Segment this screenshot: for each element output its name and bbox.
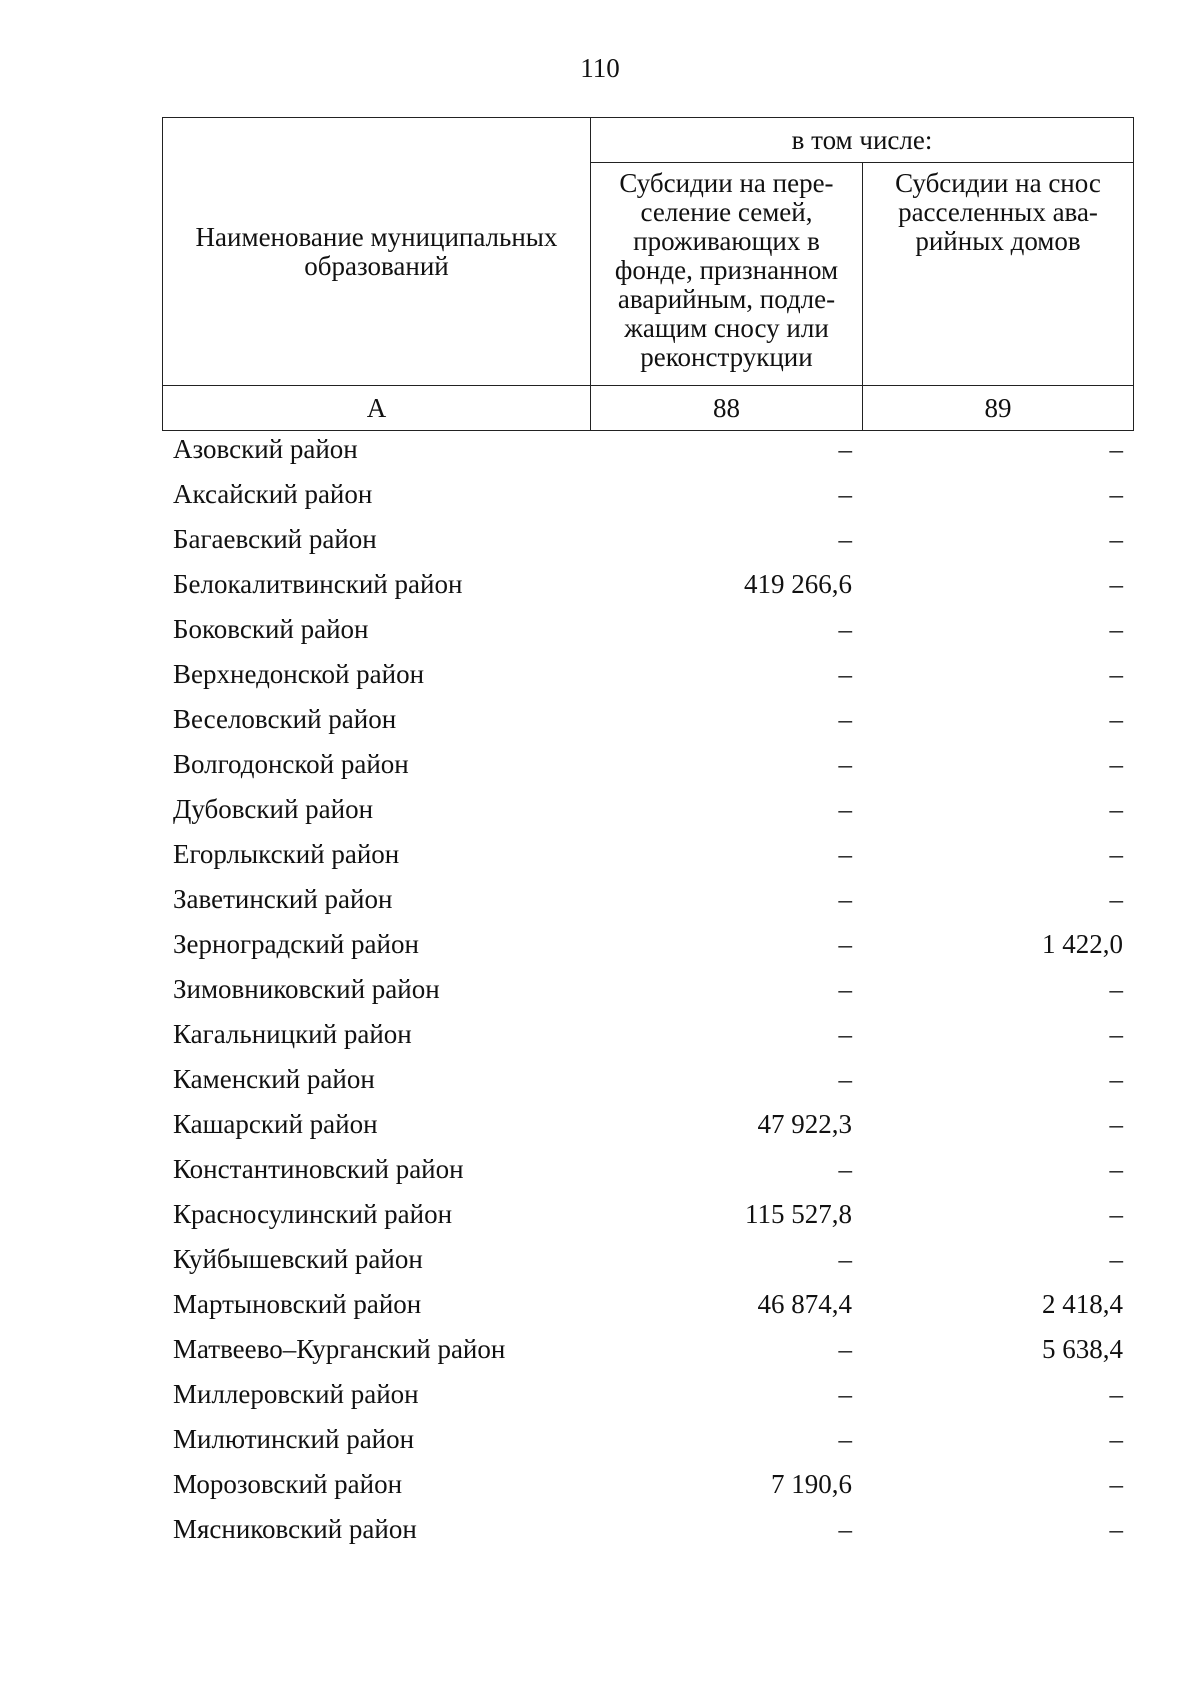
row-value-89: – <box>1109 479 1123 509</box>
row-value-88: – <box>838 1514 852 1544</box>
row-municipality-name: Каменский район <box>173 1064 375 1094</box>
table-row <box>162 562 1133 607</box>
row-value-88: 47 922,3 <box>757 1109 852 1139</box>
header-index-89: 89 <box>863 386 1134 431</box>
table-row <box>162 922 1133 967</box>
row-value-88: 115 527,8 <box>745 1199 852 1229</box>
row-value-89: – <box>1109 749 1123 779</box>
row-municipality-name: Зимовниковский район <box>173 974 440 1004</box>
row-municipality-name: Милютинский район <box>173 1424 415 1454</box>
table-row <box>162 1192 1133 1237</box>
table-row <box>162 607 1133 652</box>
row-value-89: – <box>1109 569 1123 599</box>
header-col-89: Субсидии на снос расселенных ава- рийных домов <box>863 163 1134 386</box>
table-row <box>162 1237 1133 1282</box>
row-value-89: – <box>1109 524 1123 554</box>
table-row <box>162 1327 1133 1372</box>
row-municipality-name: Егорлыкский район <box>173 839 400 869</box>
table-row <box>162 1282 1133 1327</box>
row-value-89: – <box>1109 1514 1123 1544</box>
row-value-88: – <box>838 1424 852 1454</box>
row-municipality-name: Заветинский район <box>173 884 393 914</box>
table-row <box>162 787 1133 832</box>
table-row <box>162 1462 1133 1507</box>
row-value-88: – <box>838 1334 852 1364</box>
row-municipality-name: Боковский район <box>173 614 369 644</box>
row-value-88: – <box>838 1019 852 1049</box>
row-value-88: – <box>838 659 852 689</box>
row-value-89: – <box>1109 1424 1123 1454</box>
row-municipality-name: Мартыновский район <box>173 1289 422 1319</box>
row-value-88: – <box>838 524 852 554</box>
row-value-89: – <box>1109 1019 1123 1049</box>
row-value-88: – <box>838 479 852 509</box>
row-municipality-name: Кагальницкий район <box>173 1019 412 1049</box>
table-row <box>162 1507 1133 1552</box>
row-value-89: – <box>1109 434 1123 464</box>
row-value-88: – <box>838 929 852 959</box>
header-index-88: 88 <box>591 386 863 431</box>
row-municipality-name: Мясниковский район <box>173 1514 417 1544</box>
row-value-88: – <box>838 434 852 464</box>
table-header <box>162 117 1134 431</box>
table-row <box>162 1102 1133 1147</box>
table-row <box>162 1372 1133 1417</box>
row-municipality-name: Веселовский район <box>173 704 397 734</box>
row-value-88: – <box>838 704 852 734</box>
row-value-89: – <box>1109 839 1123 869</box>
row-value-88: 46 874,4 <box>757 1289 852 1319</box>
row-value-89: – <box>1109 1154 1123 1184</box>
table-row <box>162 472 1133 517</box>
row-value-88: – <box>838 839 852 869</box>
row-municipality-name: Морозовский район <box>173 1469 403 1499</box>
row-municipality-name: Волгодонской район <box>173 749 409 779</box>
row-municipality-name: Аксайский район <box>173 479 373 509</box>
table-row <box>162 652 1133 697</box>
header-index-a: А <box>163 386 591 431</box>
page-number: 110 <box>580 53 620 83</box>
table-row <box>162 967 1133 1012</box>
row-municipality-name: Зерноградский район <box>173 929 419 959</box>
row-municipality-name: Дубовский район <box>173 794 374 824</box>
row-value-89: – <box>1109 794 1123 824</box>
row-value-88: – <box>838 884 852 914</box>
row-municipality-name: Верхнедонской район <box>173 659 425 689</box>
row-value-89: – <box>1109 614 1123 644</box>
table-row <box>162 517 1133 562</box>
row-value-89: – <box>1109 1109 1123 1139</box>
row-municipality-name: Миллеровский район <box>173 1379 419 1409</box>
table-row <box>162 1012 1133 1057</box>
row-value-89: 2 418,4 <box>1042 1289 1123 1319</box>
row-value-88: 7 190,6 <box>771 1469 852 1499</box>
row-value-88: – <box>838 1244 852 1274</box>
row-value-89: – <box>1109 704 1123 734</box>
row-municipality-name: Багаевский район <box>173 524 377 554</box>
row-value-89: – <box>1109 1469 1123 1499</box>
data-table <box>162 427 1133 1552</box>
row-municipality-name: Белокалитвинский район <box>173 569 463 599</box>
row-value-88: – <box>838 749 852 779</box>
table-row <box>162 832 1133 877</box>
table-row <box>162 877 1133 922</box>
row-municipality-name: Куйбышевский район <box>173 1244 423 1274</box>
row-municipality-name: Константиновский район <box>173 1154 464 1184</box>
row-municipality-name: Кашарский район <box>173 1109 378 1139</box>
row-municipality-name: Азовский район <box>173 434 358 464</box>
table-row <box>162 697 1133 742</box>
table-row <box>162 1057 1133 1102</box>
row-value-89: – <box>1109 1379 1123 1409</box>
row-value-89: – <box>1109 974 1123 1004</box>
row-value-88: 419 266,6 <box>744 569 852 599</box>
row-value-89: 1 422,0 <box>1042 929 1123 959</box>
row-value-89: – <box>1109 1244 1123 1274</box>
header-municipality-name: Наименование муниципальных образований <box>163 118 591 386</box>
header-group-including: в том числе: <box>591 118 1134 163</box>
row-value-88: – <box>838 614 852 644</box>
row-value-89: – <box>1109 659 1123 689</box>
row-municipality-name: Матвеево–Курганский район <box>173 1334 506 1364</box>
row-value-89: – <box>1109 1064 1123 1094</box>
row-value-88: – <box>838 794 852 824</box>
table-row <box>162 742 1133 787</box>
row-value-89: – <box>1109 884 1123 914</box>
row-value-88: – <box>838 1379 852 1409</box>
row-value-88: – <box>838 1154 852 1184</box>
table-row <box>162 1147 1133 1192</box>
row-municipality-name: Красносулинский район <box>173 1199 453 1229</box>
row-value-88: – <box>838 974 852 1004</box>
row-value-88: – <box>838 1064 852 1094</box>
row-value-89: 5 638,4 <box>1042 1334 1123 1364</box>
table-row <box>162 1417 1133 1462</box>
table-row <box>162 427 1133 472</box>
header-col-88: Субсидии на пере- селение семей, проживающих в фонде, признанном аварийным, подле- жащим сносу или реконструкции <box>591 163 863 386</box>
row-value-89: – <box>1109 1199 1123 1229</box>
